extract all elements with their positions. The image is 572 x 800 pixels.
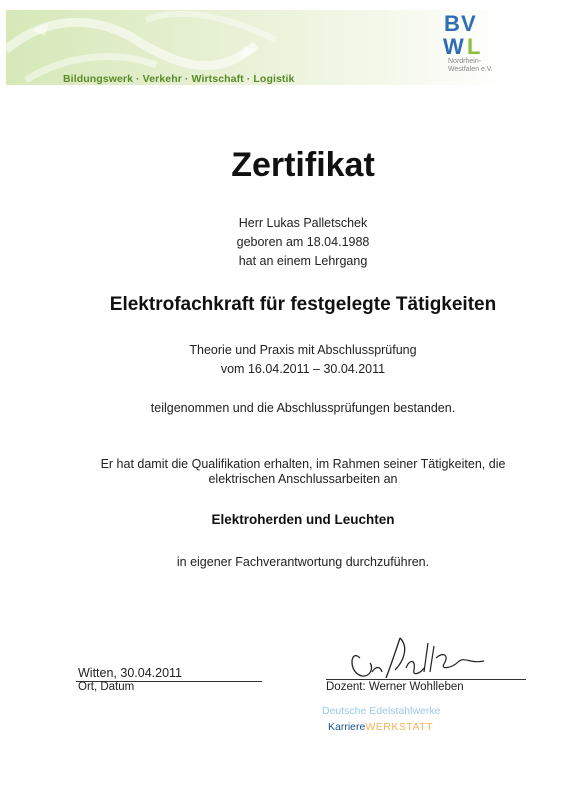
svg-text:V: V [461,11,476,36]
stamp-part1: Karriere [328,721,366,733]
lecturer-signature-line [326,679,526,680]
stamp-karrierewerkstatt [328,721,433,733]
certificate-title: Zertifikat [231,146,375,184]
svg-text:B: B [444,11,460,36]
intro-text: hat an einem Lehrgang [238,254,368,268]
svg-text:W: W [443,34,464,58]
course-title: Elektrofachkraft für festgelegte Tätigkeiten [109,294,497,315]
handwritten-signature-icon [340,628,500,683]
svg-text:L: L [467,34,481,58]
place-date: Witten, 30.04.2011 [78,666,183,680]
closing-text: in eigener Fachverantwortung durchzuführen. [176,555,430,569]
bvwl-logo-icon [440,10,502,58]
result-text: teilgenommen und die Abschlussprüfungen bestanden. [150,401,456,415]
stamp-company: Deutsche Edelstahlwerke [322,705,441,717]
course-period: vom 16.04.2011 – 30.04.2011 [220,362,386,376]
course-type: Theorie und Praxis mit Abschlussprüfung [189,343,417,357]
logo-region-line1: Nordrhein- [448,58,482,65]
recipient-name: Herr Lukas Palletschek [238,216,368,230]
qualification-line2: elektrischen Anschlussarbeiten an [208,472,398,486]
bvwl-logo [440,10,508,82]
qualification-line1: Er hat damit die Qualifikation erhalten, im Rahmen seiner Tätigkeiten, die [100,457,506,471]
logo-region-line2: Westfalen e.V. [448,66,493,73]
header-tagline: Bildungswerk · Verkehr · Wirtschaft · Logistik [63,73,295,85]
header-banner [6,10,506,85]
birth-date: geboren am 18.04.1988 [236,235,370,249]
focus-area: Elektroherden und Leuchten [211,512,395,527]
place-date-label: Ort, Datum [78,681,135,693]
stamp-part2: WERKSTATT [365,721,434,733]
lecturer-label: Dozent: Werner Wohlleben [326,681,464,693]
logo-region [448,58,518,74]
